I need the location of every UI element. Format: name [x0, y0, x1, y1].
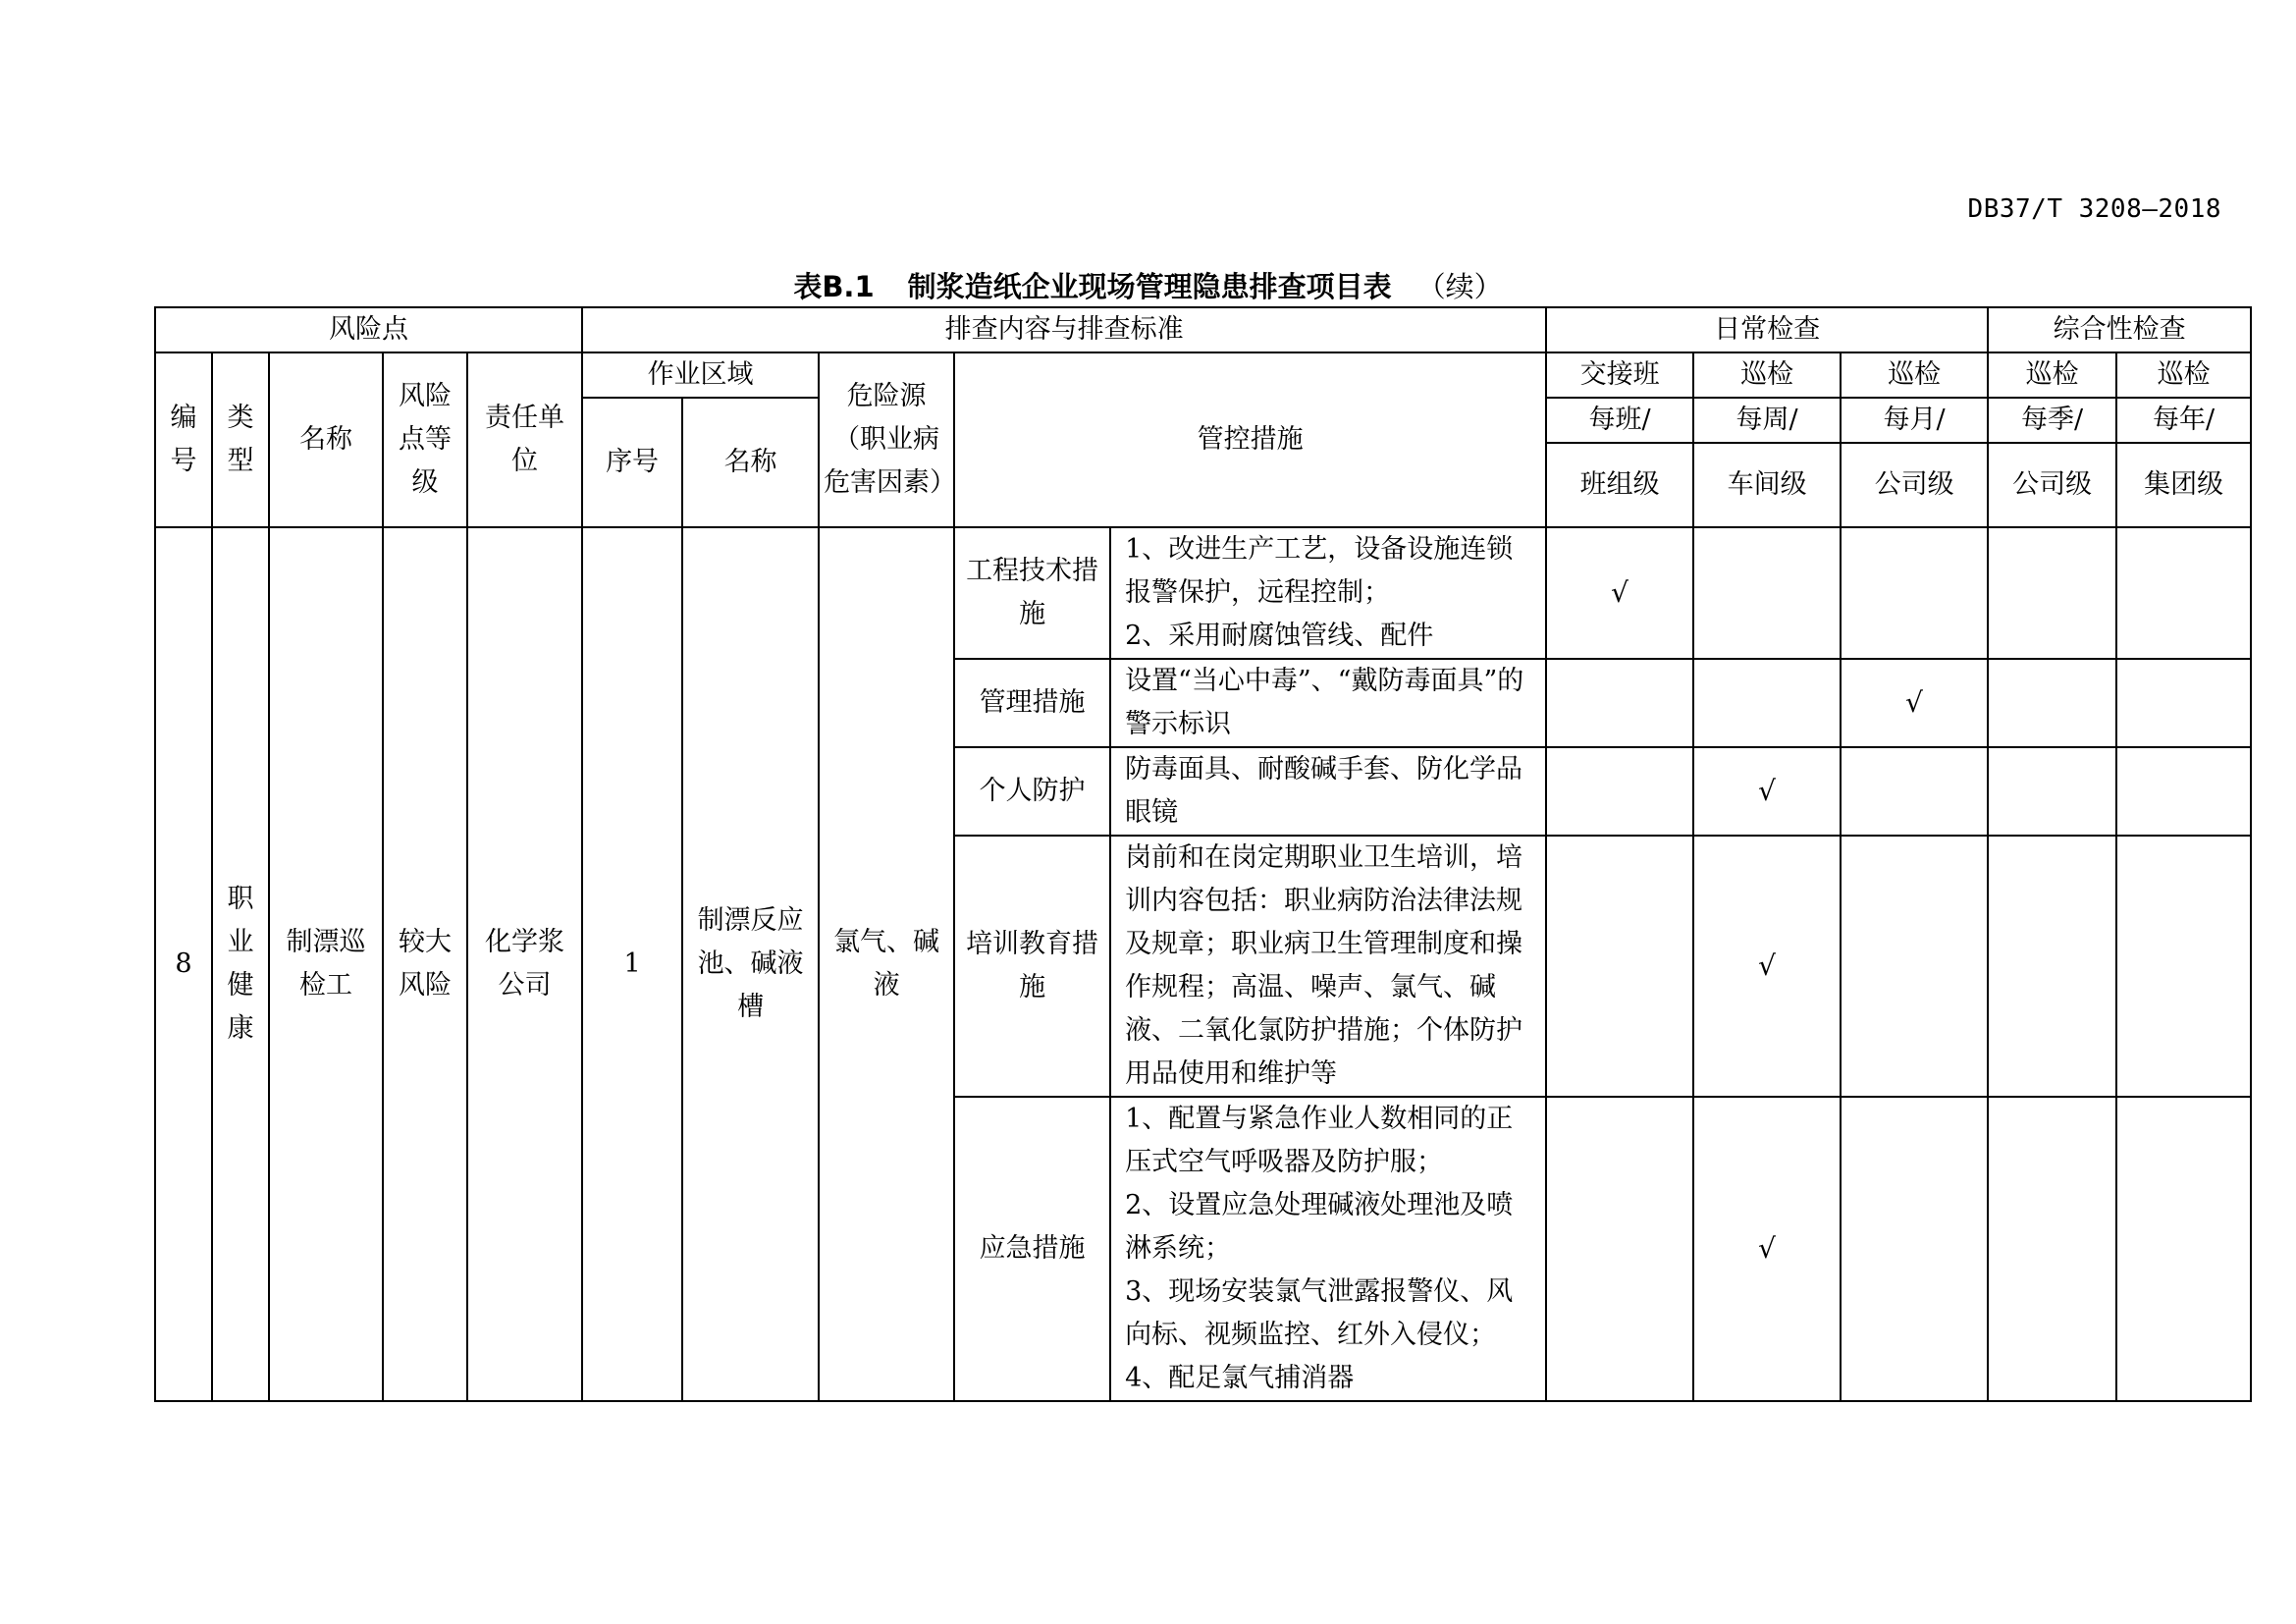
freq-per-month: 每月/	[1841, 398, 1988, 443]
check-cell	[2116, 527, 2251, 659]
level-workshop: 车间级	[1693, 443, 1841, 527]
header-area-name: 名称	[682, 398, 819, 527]
measure-detail	[1110, 659, 1546, 747]
header-serial-no: 编号	[155, 352, 212, 527]
check-cell: √	[1841, 659, 1988, 747]
freq-per-shift: 每班/	[1546, 398, 1693, 443]
check-cell	[1841, 527, 1988, 659]
check-cell	[1841, 747, 1988, 836]
header-patrol-monthly: 巡检	[1841, 352, 1988, 398]
row-serial-no: 8	[155, 527, 212, 1401]
header-shift-handover: 交接班	[1546, 352, 1693, 398]
level-company-quarterly: 公司级	[1988, 443, 2116, 527]
check-cell	[1546, 1097, 1693, 1401]
check-cell	[1988, 747, 2116, 836]
header-comprehensive-check: 综合性检查	[1988, 307, 2251, 352]
row-type: 职业健康	[212, 527, 269, 1401]
check-cell	[1841, 836, 1988, 1097]
check-cell	[1693, 527, 1841, 659]
measure-detail	[1110, 836, 1546, 1097]
check-cell	[1546, 836, 1693, 1097]
freq-per-week: 每周/	[1693, 398, 1841, 443]
header-type: 类型	[212, 352, 269, 527]
measure-line: 3、现场安装氯气泄露报警仪、风向标、视频监控、红外入侵仪；	[1125, 1276, 1514, 1350]
row-name: 制漂巡检工	[269, 527, 383, 1401]
header-patrol-quarterly: 巡检	[1988, 352, 2116, 398]
row-responsible-unit: 化学浆公司	[467, 527, 582, 1401]
measure-line: 防毒面具、耐酸碱手套、防化学品眼镜	[1125, 754, 1523, 828]
check-cell	[1841, 1097, 1988, 1401]
check-cell: √	[1546, 527, 1693, 659]
measure-line: 1、配置与紧急作业人数相同的正压式空气呼吸器及防护服；	[1125, 1104, 1514, 1177]
header-control-measures: 管控措施	[954, 352, 1546, 527]
check-cell	[1988, 527, 2116, 659]
table-caption	[0, 265, 2296, 305]
measure-line: 设置“当心中毒”、“戴防毒面具”的警示标识	[1125, 666, 1524, 739]
level-group: 集团级	[2116, 443, 2251, 527]
header-risk-point: 风险点	[155, 307, 582, 352]
measure-category: 个人防护	[954, 747, 1110, 836]
level-company-monthly: 公司级	[1841, 443, 1988, 527]
table-title: 制浆造纸企业现场管理隐患排查项目表	[907, 270, 1392, 303]
check-cell	[2116, 1097, 2251, 1401]
measure-category: 应急措施	[954, 1097, 1110, 1401]
check-cell: √	[1693, 836, 1841, 1097]
measure-line: 2、设置应急处理碱液处理池及喷淋系统；	[1125, 1190, 1514, 1264]
check-cell	[2116, 836, 2251, 1097]
header-area-seq: 序号	[582, 398, 682, 527]
row-area-seq: 1	[582, 527, 682, 1401]
header-hazard-source: 危险源（职业病危害因素）	[819, 352, 954, 527]
measure-detail	[1110, 527, 1546, 659]
row-area-name: 制漂反应池、碱液槽	[682, 527, 819, 1401]
header-risk-level: 风险点等级	[383, 352, 467, 527]
header-work-area: 作业区域	[582, 352, 819, 398]
document-number: DB37/T 3208—2018	[1967, 194, 2221, 224]
check-cell	[1988, 1097, 2116, 1401]
measure-line: 岗前和在岗定期职业卫生培训，培训内容包括：职业病防治法律法规及规章；职业病卫生管理制度和操作规程；高温、噪声、氯气、碱液、二氧化氯防护措施；个体防护用品使用和维护等	[1125, 842, 1523, 1089]
check-cell	[1546, 659, 1693, 747]
measure-category: 培训教育措施	[954, 836, 1110, 1097]
hazard-inspection-table	[154, 306, 2252, 1402]
table-number: 表B.1	[793, 270, 875, 303]
measure-detail	[1110, 747, 1546, 836]
measure-line: 1、改进生产工艺，设备设施连锁报警保护，远程控制；	[1125, 534, 1514, 608]
header-patrol-yearly: 巡检	[2116, 352, 2251, 398]
measure-line: 2、采用耐腐蚀管线、配件	[1125, 621, 1434, 651]
check-cell: √	[1693, 747, 1841, 836]
check-cell	[1988, 836, 2116, 1097]
check-cell	[1988, 659, 2116, 747]
table-row	[155, 527, 2251, 659]
table-continued: （续）	[1416, 270, 1503, 303]
measure-category: 管理措施	[954, 659, 1110, 747]
header-daily-check: 日常检查	[1546, 307, 1988, 352]
check-cell	[1693, 659, 1841, 747]
header-patrol-weekly: 巡检	[1693, 352, 1841, 398]
header-name: 名称	[269, 352, 383, 527]
freq-per-year: 每年/	[2116, 398, 2251, 443]
header-inspection-content: 排查内容与排查标准	[582, 307, 1546, 352]
measure-line: 4、配足氯气捕消器	[1125, 1363, 1355, 1393]
level-team: 班组级	[1546, 443, 1693, 527]
check-cell: √	[1693, 1097, 1841, 1401]
check-cell	[1546, 747, 1693, 836]
measure-category: 工程技术措施	[954, 527, 1110, 659]
row-risk-level: 较大风险	[383, 527, 467, 1401]
check-cell	[2116, 659, 2251, 747]
freq-per-quarter: 每季/	[1988, 398, 2116, 443]
header-responsible-unit: 责任单位	[467, 352, 582, 527]
row-hazard-source: 氯气、碱液	[819, 527, 954, 1401]
check-cell	[2116, 747, 2251, 836]
measure-detail	[1110, 1097, 1546, 1401]
